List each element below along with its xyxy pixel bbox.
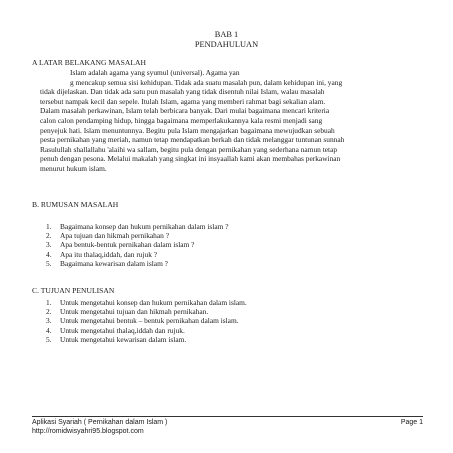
list-item: 4. Untuk mengetahui thalaq,iddah dan rujuk. bbox=[46, 325, 185, 335]
chapter-title: PENDAHULUAN bbox=[194, 40, 259, 49]
section-c-list bbox=[46, 298, 247, 344]
paragraph-line: penyejuk hati. Islam menuntunnya. Begitu pula Islam mengajarkan bagaimana mewujudkan sebuah bbox=[40, 125, 335, 135]
list-item: 3. Apa bentuk-bentuk pernikahan dalam islam ? bbox=[46, 240, 195, 250]
list-item: 2. Apa tujuan dan hikmah pernikahan ? bbox=[46, 231, 169, 241]
paragraph-line: g mencakup semua sisi kehidupan. Tidak ada suatu masalah pun, dalam kehidupan ini, yang bbox=[70, 77, 343, 87]
paragraph-line: calon calon pendamping hidup, hingga bagaimana memperlakukannya kala resmi menjadi sang bbox=[40, 115, 323, 125]
section-a-paragraph bbox=[40, 68, 417, 174]
list-item: 5. Untuk mengetahui kewarisan dalam islam. bbox=[46, 334, 187, 344]
paragraph-line: Dalam masalah perkawinan, Islam telah berbicara banyak. Dari mulai bagaimana mencari kriteria bbox=[40, 106, 330, 116]
list-item: 1. Bagaimana konsep dan hukum pernikahan dalam islam ? bbox=[46, 222, 229, 231]
section-c-heading: C. TUJUAN PENULISAN bbox=[32, 286, 115, 295]
paragraph-line: Islam adalah agama yang syumul (universal). Agama yan bbox=[70, 68, 240, 77]
page-number: Page 1 bbox=[400, 419, 423, 426]
list-item: 2. Untuk mengetahui tujuan dan hikmah pernikahan. bbox=[46, 307, 209, 317]
footer-doc-title: Aplikasi Syariah ( Pernikahan dalam Islam ) bbox=[32, 419, 168, 426]
list-item: 3. Untuk mengetahui bentuk – bentuk pernikahan dalam islam. bbox=[46, 316, 239, 326]
chapter-label: BAB 1 bbox=[214, 30, 239, 39]
section-a-heading: A LATAR BELAKANG MASALAH bbox=[32, 58, 146, 67]
paragraph-line: tidak dijelaskan. Dan tidak ada satu pun masalah yang tidak disentuh nilai Islam, walau masalah bbox=[40, 87, 325, 97]
list-item: 5. Bagaimana kewarisan dalam islam ? bbox=[46, 258, 168, 268]
section-b-heading: B. RUMUSAN MASALAH bbox=[32, 200, 119, 209]
footer-url[interactable]: http://romidwisyahri95.blogspot.com bbox=[32, 427, 144, 435]
paragraph-line: tersebut nampak kecil dan sepele. Itulah Islam, agama yang memberi rahmat bagi sekalian alam. bbox=[40, 96, 326, 106]
footer-left bbox=[32, 419, 167, 436]
paragraph-line: pesta pernikahan yang meriah, namun tetap mendapatkan berkah dan tidak melanggar tuntunan sunnah bbox=[40, 135, 345, 145]
paragraph-line: menurut hukum islam. bbox=[40, 163, 107, 173]
footer-divider bbox=[32, 416, 423, 417]
paragraph-line: penuh dengan pesona. Melalui makalah yang singkat ini insyaallah kami akan membahas perkawinan bbox=[40, 154, 341, 164]
list-item: 1. Untuk mengetahui konsep dan hukum pernikahan dalam islam. bbox=[46, 298, 247, 307]
section-b-list bbox=[46, 222, 229, 268]
paragraph-line: Rasulullah shallallahu 'alaihi wa sallam, begitu pula dengan pernikahan yang sederhana namun tetap bbox=[40, 144, 338, 154]
list-item: 4. Apa itu thalaq,iddah, dan rujuk ? bbox=[46, 249, 158, 259]
